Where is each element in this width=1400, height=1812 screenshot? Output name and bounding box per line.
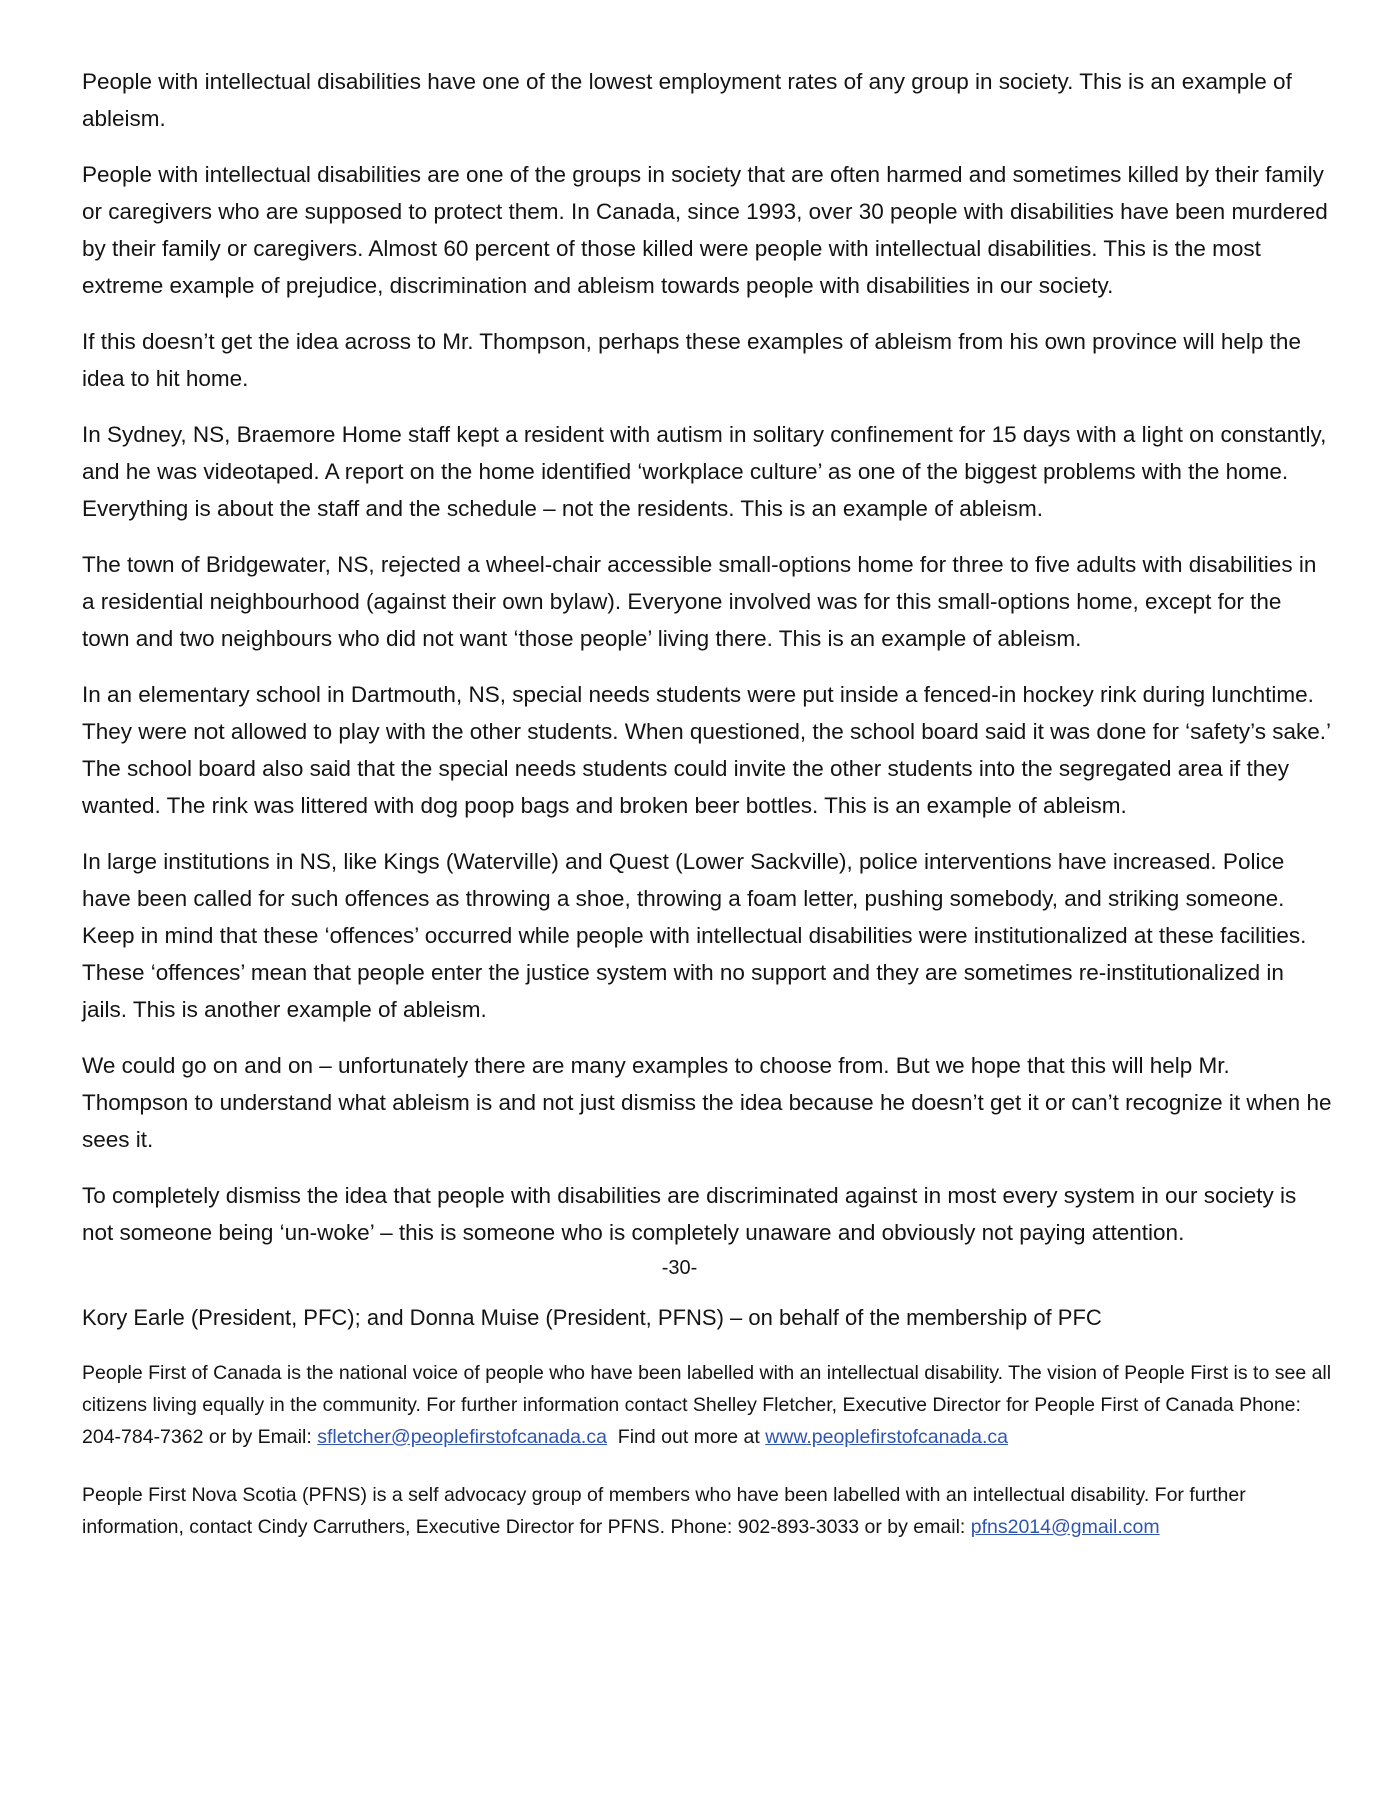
paragraph-employment: People with intellectual disabilities have one of the lowest employment rates of any group in society. This is an example of ableism. xyxy=(82,69,1292,131)
paragraph-thompson: If this doesn’t get the idea across to Mr. Thompson, perhaps these examples of ableism from his own province will help the idea to hit home. xyxy=(82,329,1301,391)
pfc-find-out-more: Find out more at xyxy=(617,1426,766,1448)
signature-line: Kory Earle (President, PFC); and Donna Muise (President, PFNS) – on behalf of the membership of PFC xyxy=(82,1305,1102,1330)
paragraph-institutions: In large institutions in NS, like Kings (Waterville) and Quest (Lower Sackville), police interventions have increased. Police have been called for such offences as throwing a shoe, throwing a foam letter, pushing somebody, and striking someone. Keep in mind that these ‘offences’ occurred while people with intellectual disabilities were institutionalized at these facilities. These ‘offences’ mean that people enter the justice system with no support and they are sometimes re-institutionalized in jails. This is another example of ableism. xyxy=(82,849,1307,1022)
end-marker: -30- xyxy=(661,1257,698,1279)
pfc-blurb xyxy=(82,1357,1332,1453)
pfns-blurb-text: People First Nova Scotia (PFNS) is a self advocacy group of members who have been labelled with an intellectual disability. For further information, contact Cindy Carruthers, Executive Director for PFNS. Phone: 902-893-3033 or by email: xyxy=(82,1484,1246,1538)
paragraph-dismiss: To completely dismiss the idea that people with disabilities are discriminated against in most every system in our society is not someone being ‘un-woke’ – this is someone who is completely unaware and obviously not paying attention. xyxy=(82,1183,1297,1245)
paragraph-sydney: In Sydney, NS, Braemore Home staff kept a resident with autism in solitary confinement for 15 days with a light on constantly, and he was videotaped. A report on the home identified ‘workplace culture’ as one of the biggest problems with the home. Everything is about the staff and the schedule – not the residents. This is an example of ableism. xyxy=(82,422,1327,521)
paragraph-harm: People with intellectual disabilities are one of the groups in society that are often harmed and sometimes killed by their family or caregivers who are supposed to protect them. In Canada, since 1993, over 30 people with disabilities have been murdered by their family or caregivers. Almost 60 percent of those killed were people with intellectual disabilities. This is the most extreme example of prejudice, discrimination and ableism towards people with disabilities in our society. xyxy=(82,162,1328,298)
pfns-email-link[interactable]: pfns2014@gmail.com xyxy=(970,1516,1160,1538)
paragraph-dartmouth: In an elementary school in Dartmouth, NS, special needs students were put inside a fenced-in hockey rink during lunchtime. They were not allowed to play with the other students. When questioned, the school board said it was done for ‘safety’s sake.’ The school board also said that the special needs students could invite the other students into the segregated area if they wanted. The rink was littered with dog poop bags and broken beer bottles. This is an example of ableism. xyxy=(82,682,1331,818)
pfns-blurb xyxy=(82,1479,1332,1543)
paragraph-go-on: We could go on and on – unfortunately there are many examples to choose from. But we hope that this will help Mr. Thompson to understand what ableism is and not just dismiss the idea because he doesn’t get it or can’t recognize it when he sees it. xyxy=(82,1053,1332,1152)
paragraph-bridgewater: The town of Bridgewater, NS, rejected a wheel-chair accessible small-options home for three to five adults with disabilities in a residential neighbourhood (against their own bylaw). Everyone involved was for this small-options home, except for the town and two neighbours who did not want ‘those people’ living there. This is an example of ableism. xyxy=(82,552,1317,651)
document-page xyxy=(82,63,1332,1569)
pfc-blurb-text: People First of Canada is the national voice of people who have been labelled with an intellectual disability. The vision of People First is to see all citizens living equally in the community. For further information contact Shelley Fletcher, Executive Director for People First of Canada Phone: 204-784-7362 or by Email: xyxy=(82,1362,1332,1448)
pfc-website-link[interactable]: www.peoplefirstofcanada.ca xyxy=(765,1426,1008,1448)
pfc-email-link[interactable]: sfletcher@peoplefirstofcanada.ca xyxy=(317,1426,607,1448)
